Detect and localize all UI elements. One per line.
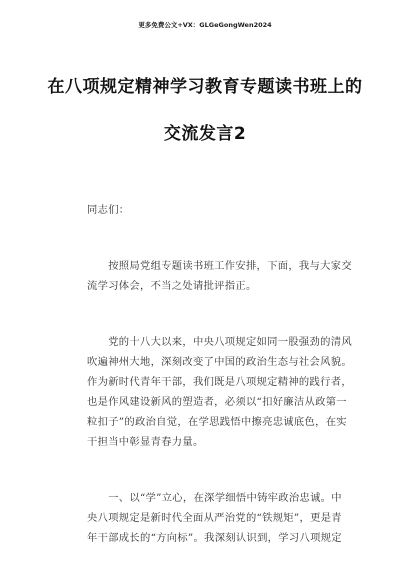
paragraph-2-line: 党的十八大以来，中央八项规定如同一股强劲的清风 bbox=[87, 336, 352, 348]
greeting bbox=[87, 200, 349, 220]
paragraph-2-line: 干担当中彰显青春力量。 bbox=[87, 436, 204, 448]
paragraph-1-line: 按照局党组专题读书班工作安排，下面，我与大家交 bbox=[87, 260, 352, 272]
paragraph-1 bbox=[87, 256, 352, 296]
paragraph-2-line: 作为新时代青年干部，我们既是八项规定精神的践行者， bbox=[87, 376, 352, 388]
paragraph-3 bbox=[87, 488, 349, 548]
page-header-promo: 更多免费公文+VX：GLGeGongWen2024 bbox=[138, 21, 272, 29]
paragraph-2 bbox=[87, 332, 352, 452]
paragraph-3-line: 年干部成长的“方向标”。我深刻认识到，学习八项规定 bbox=[87, 532, 342, 544]
greeting-text: 同志们： bbox=[87, 204, 130, 216]
document-title-line-2: 交流发言2 bbox=[163, 124, 247, 144]
paragraph-2-line: 吹遍神州大地，深刻改变了中国的政治生态与社会风貌。 bbox=[87, 356, 352, 368]
paragraph-3-line: 央八项规定是新时代全面从严治党的“铁规矩”，更是青 bbox=[87, 512, 342, 524]
paragraph-1-line: 流学习体会，不当之处请批评指正。 bbox=[87, 280, 257, 292]
paragraph-2-line: 也是作风建设新风的塑造者，必须以“扣好廉洁从政第一 bbox=[87, 396, 347, 408]
paragraph-3-line: 一、以“学”立心，在深学细悟中铸牢政治忠诚。中 bbox=[87, 492, 342, 504]
document-title-line-1: 在八项规定精神学习教育专题读书班上的 bbox=[47, 77, 363, 97]
paragraph-2-line: 粒扣子”的政治自觉，在学思践悟中擦亮忠诚底色，在实 bbox=[87, 416, 347, 428]
